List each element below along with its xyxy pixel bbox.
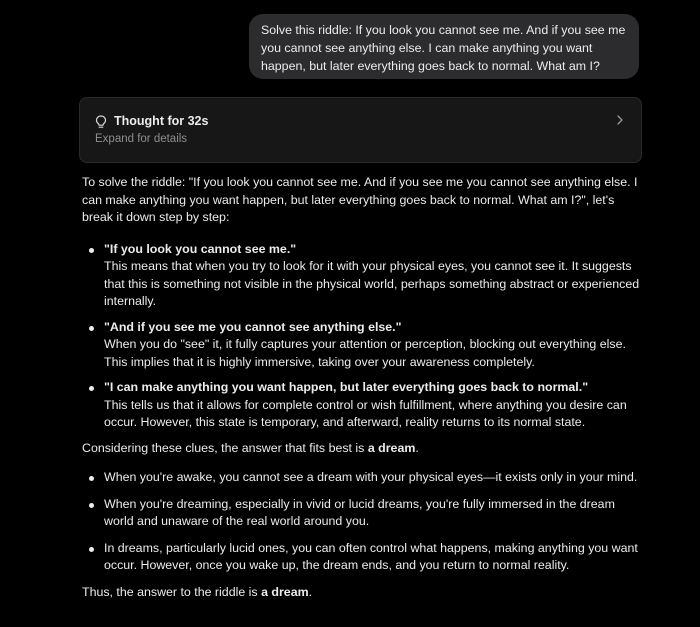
reason-list	[82, 469, 644, 575]
thought-subtitle: Expand for details	[95, 133, 188, 145]
considering-suffix: .	[415, 440, 419, 455]
conclusion-answer: a dream	[261, 584, 309, 599]
conclusion-prefix: Thus, the answer to the riddle is	[82, 584, 262, 599]
thought-summary-card[interactable]	[79, 97, 642, 163]
list-item	[82, 379, 644, 432]
clue-title: "If you look you cannot see me."	[104, 241, 297, 256]
clue-body: When you do "see" it, it fully captures your attention or perception, blocking out everything else. This implies that it is highly immersive, taking over your awareness completely.	[104, 337, 626, 369]
clue-body: This means that when you try to look for it with your physical eyes, you cannot see it. It suggests that this is something not visible in the physical world, perhaps something abstract or experienced internally.	[104, 259, 640, 308]
clue-title: "And if you see me you cannot see anything else."	[104, 319, 402, 334]
assistant-response	[82, 174, 644, 601]
lightbulb-icon	[95, 115, 107, 129]
clue-title: "I can make anything you want happen, but later everything goes back to normal."	[104, 380, 589, 394]
response-intro: To solve the riddle: "If you look you cannot see me. And if you see me you cannot see anything else. I can make anything you want happen, but later everything goes back to normal. What am I?", let's break it down step by step:	[82, 175, 638, 224]
clue-list	[82, 241, 644, 432]
list-item	[82, 469, 644, 487]
user-message-text: Solve this riddle: If you look you cannot see me. And if you see me you cannot see anything else. I can make anything you want happen, but later everything goes back to normal. What am I?	[261, 23, 626, 73]
conclusion-paragraph	[82, 584, 644, 602]
list-item	[82, 540, 644, 575]
list-item	[82, 496, 644, 531]
reason-text: In dreams, particularly lucid ones, you can often control what happens, making anything you want occur. However, once you wake up, the dream ends, and you return to normal reality.	[104, 540, 638, 572]
considering-answer: a dream	[367, 440, 416, 455]
list-item	[82, 241, 644, 311]
thought-title: Thought for 32s	[114, 114, 209, 128]
reason-text: When you're dreaming, especially in vivid or lucid dreams, you're fully immersed in the dream world and unaware of the real world around you.	[104, 496, 615, 528]
considering-paragraph	[82, 440, 644, 458]
list-item	[82, 319, 644, 372]
user-message-bubble	[249, 14, 639, 79]
clue-body: This tells us that it allows for complete control or wish fulfillment, where anything you desire can occur. However, this state is temporary, and afterward, reality returns to its normal state.	[104, 397, 627, 429]
chevron-right-icon[interactable]	[616, 114, 624, 126]
conclusion-suffix: .	[308, 584, 313, 599]
reason-text: When you're awake, you cannot see a dream with your physical eyes—it exists only in your mind.	[104, 470, 638, 484]
considering-prefix: Considering these clues, the answer that fits best is	[82, 440, 368, 455]
